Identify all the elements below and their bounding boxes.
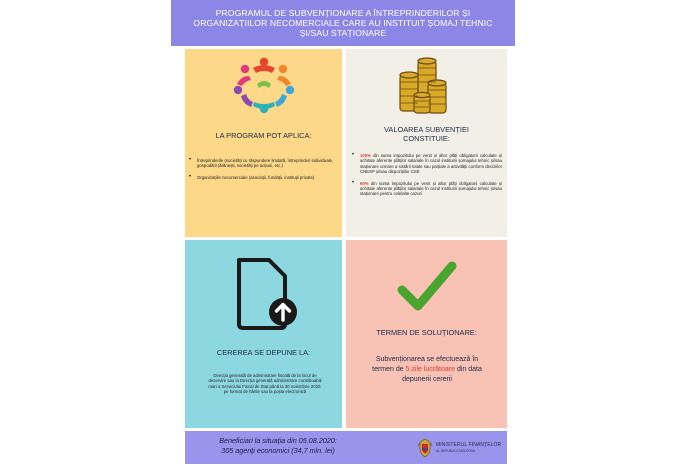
list-item [352,181,502,197]
page-title: PROGRAMUL DE SUBVENȚIONARE A ÎNTREPRINDERILOR ȘI ORGANIZAȚIILOR NECOMERCIALE CARE AU INSTITUIT ȘOMAJ TEHNIC ȘI/SAU STAȚIONARE [193,8,493,38]
header-banner [171,0,515,46]
term-text-highlight: 5 zile lucrătoare [405,366,456,373]
term-panel [346,240,507,428]
footer-banner [185,431,507,464]
list-item: • Întreprinderile (societăți cu răspundere limitată, întreprinderi individuale, gospodării țărănești, societăți pe acțiuni, etc.) [189,158,337,169]
apply-list [189,158,337,186]
term-text-before: Subvenționarea se efectuează în termen de [372,356,479,373]
apply-heading: LA PROGRAM POT APLICA: [215,131,312,140]
apply-panel [185,49,342,237]
coat-of-arms-icon [417,438,433,458]
list-item [352,153,502,175]
submit-text: Direcția generală de administrare fiscală de la locul de deservire sau la Direcția generală administrare contribuabili mari a Serviciului Fiscal de Stat până la 30 noiembrie 2020, pe format de hârtie sau la poșta electronică [208,373,322,395]
subsidy-heading-line2: CONSTITUIE: [403,134,450,143]
ministry-country: AL REPUBLICII MOLDOVA [436,449,475,453]
beneficiaries-date: Beneficiari la situația din 05.08.2020: [219,436,337,445]
subsidy-pct-100: 100% [360,153,371,158]
submit-heading: CEREREA SE DEPUNE LA: [216,348,311,357]
subsidy-list [352,153,502,203]
beneficiaries-text [193,436,363,456]
term-text [366,355,488,385]
submit-panel [185,240,342,428]
subsidy-heading-line1: VALOAREA SUBVENȚIEI [384,125,469,134]
infographic-poster [171,0,515,466]
ministry-name: MINISTERUL FINANȚELOR [436,442,502,448]
subsidy-heading [346,125,507,143]
subsidy-pct-60: 60% [360,180,369,186]
term-heading: TERMEN DE SOLUȚIONARE: [376,328,477,337]
document-upload-icon [231,256,301,332]
term-text-after: din data depunerii cererii [402,366,482,383]
beneficiaries-count: 305 agenți economici (34,7 mln. lei) [221,446,335,455]
subsidy-panel [346,49,507,237]
subsidy-item1-text: din suma impozitului pe venit și altor plăți obligatorii calculate și achitate aferente plăților salariale în cazul instituirii șomajului tehnic și/sau staționare urmare a sistării totale sau parțiale a activității conform deciziilor CNESP și/sau dispozițiilor CSE [360,153,502,175]
people-circle-icon [229,54,299,116]
list-item: • Organizațiile necomerciale (asociații, fundații, instituții private) [189,175,337,180]
subsidy-item2-text: din suma impozitului pe venit și altor plăți obligatorii calculate și achitate aferente plăților salariale în cazul instituirii șomajului tehnic și/sau staționare pentru celelalte cazuri [360,180,502,197]
coin-stacks-icon [396,55,456,117]
checkmark-icon [392,256,462,322]
